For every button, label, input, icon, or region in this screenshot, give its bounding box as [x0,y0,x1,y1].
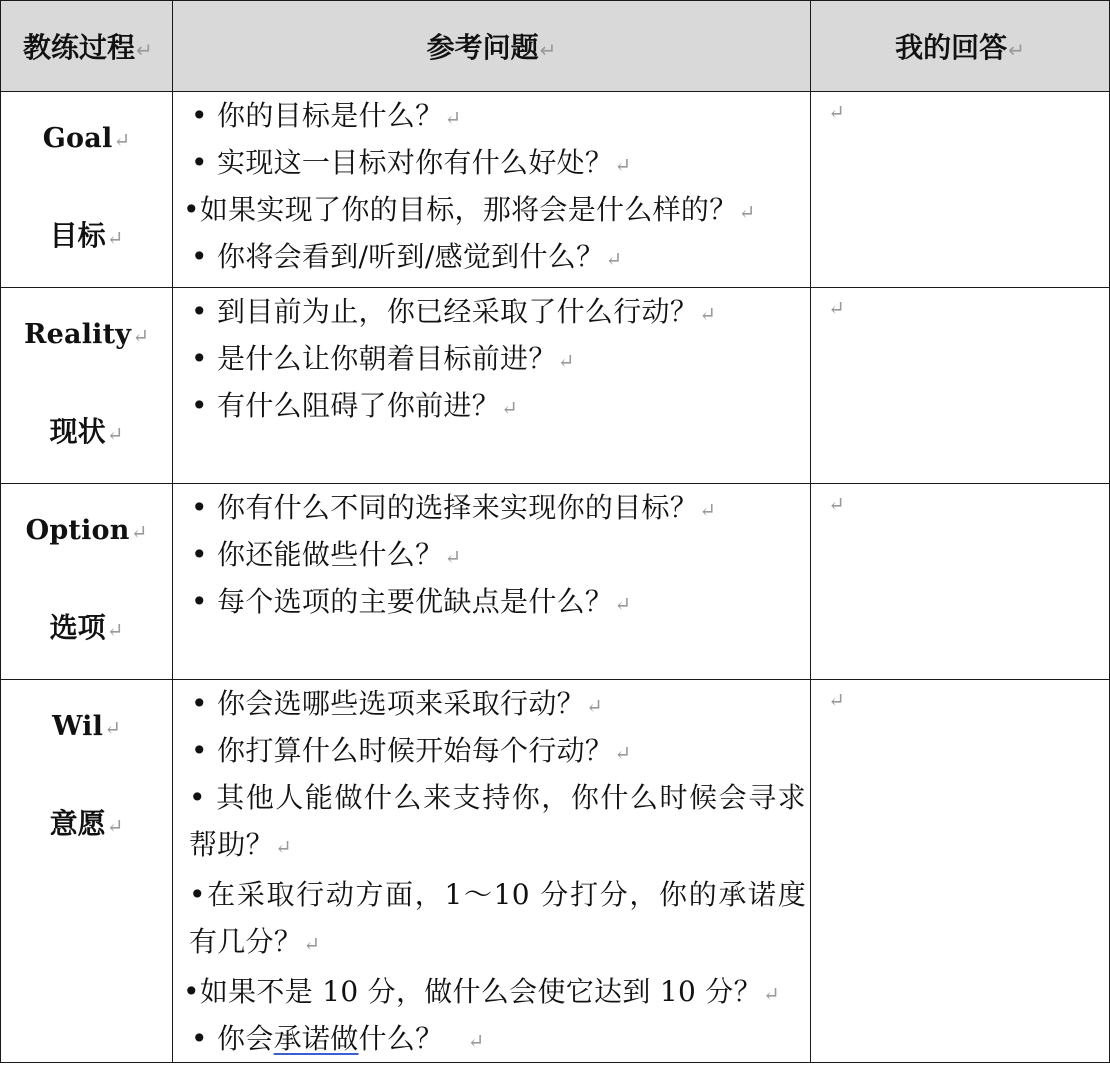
paragraph-mark-icon: ↵ [539,38,557,62]
paragraph-mark-icon: ↵ [1008,38,1025,62]
phase-cell-reality: Reality↵ 现状↵ [1,288,173,484]
paragraph-mark-icon: ↵ [828,100,845,124]
row-reality [1,288,1110,484]
question-item: • 你会选哪些选项来采取行动？↵ [191,687,603,720]
question-item: •如果不是 10 分，做什么会使它达到 10 分？↵ [183,975,780,1008]
question-item: • 实现这一目标对你有什么好处？↵ [191,146,632,179]
question-item: • 是什么让你朝着目标前进？↵ [191,342,575,375]
phase-en-label: Wil [52,711,104,742]
phase-zh-label: 目标 [49,219,106,252]
question-item: • 其他人能做什么来支持你，你什么时候会寻求帮助？↵ [189,781,806,861]
phase-en-label: Goal [42,123,113,154]
header-row [1,1,1110,92]
question-item: • 你将会看到/听到/感觉到什么？↵ [191,240,623,273]
questions-cell-will [173,680,811,1063]
answer-cell-reality[interactable] [811,288,1110,484]
phase-cell-option: Option↵ 选项↵ [1,484,173,680]
paragraph-mark-icon: ↵ [828,688,845,712]
phase-zh-label: 现状 [49,415,106,448]
paragraph-mark-icon: ↵ [828,296,845,320]
row-goal [1,92,1110,288]
phase-zh-label: 意愿 [49,807,106,840]
question-item: • 你还能做些什么？↵ [191,538,462,571]
question-item: • 你打算什么时候开始每个行动？↵ [191,734,632,767]
phase-en-label: Reality [24,319,132,350]
row-will [1,680,1110,1063]
row-option [1,484,1110,680]
questions-cell-goal [173,92,811,288]
questions-cell-reality [173,288,811,484]
header-coaching-process: 教练过程↵ [1,1,173,92]
question-item: • 每个选项的主要优缺点是什么？↵ [191,585,632,618]
question-item: •在采取行动方面，1～10 分打分，你的承诺度有几分？↵ [189,878,806,958]
answer-cell-option[interactable] [811,484,1110,680]
question-item: •如果实现了你的目标，那将会是什么样的？↵ [183,193,756,226]
phase-cell-will: Wil↵ 意愿↵ [1,680,173,1063]
question-item: • 你会承诺做什么？ ↵ [191,1022,485,1055]
questions-cell-option [173,484,811,680]
underlined-text: 承诺做 [273,1022,359,1055]
paragraph-mark-icon: ↵ [136,38,153,62]
header-my-answer: 我的回答↵ [811,1,1110,92]
question-item: • 到目前为止，你已经采取了什么行动？↵ [191,295,717,328]
phase-cell-goal: Goal↵ 目标↵ [1,92,173,288]
question-item: • 你的目标是什么？↵ [191,99,462,132]
paragraph-mark-icon: ↵ [828,492,845,516]
header-reference-questions: 参考问题↵ [173,1,811,92]
answer-cell-will[interactable] [811,680,1110,1063]
phase-zh-label: 选项 [49,611,106,644]
question-item: • 你有什么不同的选择来实现你的目标？↵ [191,491,717,524]
question-item: • 有什么阻碍了你前进？↵ [191,389,519,422]
phase-en-label: Option [25,515,130,546]
answer-cell-goal[interactable] [811,92,1110,288]
